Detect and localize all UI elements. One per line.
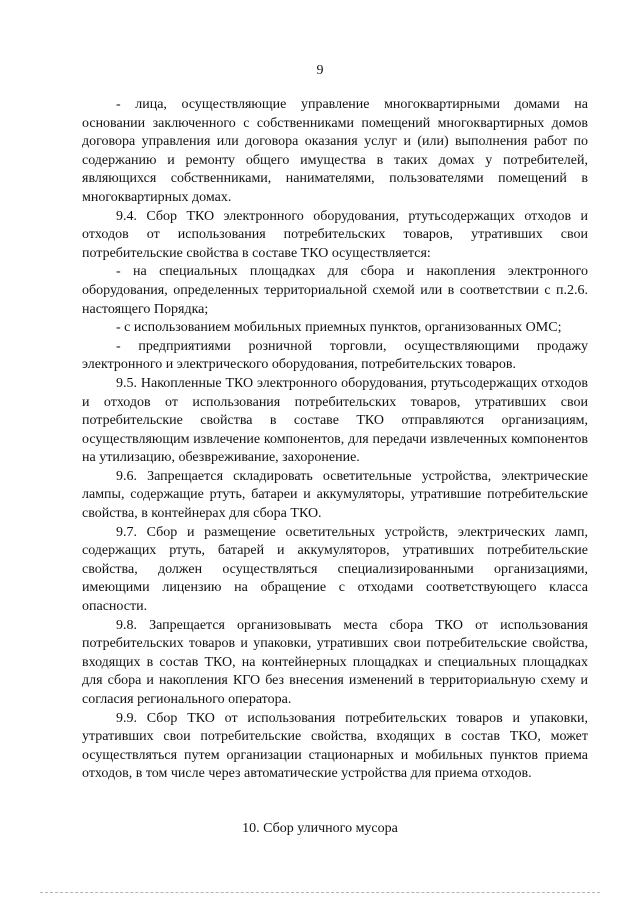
paragraph-9-4: 9.4. Сбор ТКО электронного оборудования, ртутьсодержащих отходов и отходов от использования потребительских товаров, утративших свои потребительские свойства в составе ТКО осуществляется: [82, 208, 588, 261]
document-body [82, 96, 588, 784]
paragraph-9-6: 9.6. Запрещается складировать осветительные устройства, электрические лампы, содержащие ртуть, батареи и аккумуляторы, утратившие потребительские свойства, в контейнерах для сбора ТКО. [82, 468, 588, 522]
paragraph-managers: - лица, осуществляющие управление многоквартирными домами на основании заключенного с собственниками помещений многоквартирных домов договора управления или договора оказания услуг и (или) выполнения работ по содержанию и ремонту общего имущества в таких домах у потребителей, являющихся собственниками, нанимателями, пользователями помещений в многоквартирных домах. [82, 97, 588, 205]
paragraph-special-sites: - на специальных площадках для сбора и накопления электронного оборудования, определенных территориальной схемой или в соответствии с п.2.6. настоящего Порядка; [82, 264, 588, 317]
paragraph-9-9: 9.9. Сбор ТКО от использования потребительских товаров и упаковки, утративших свои потребительские свойства, входящих в состав ТКО, может осуществляться путем организации стационарных и мобильных пунктов приема отходов, в том числе через автоматические устройства для приема отходов. [82, 710, 588, 782]
paragraph-9-7: 9.7. Сбор и размещение осветительных устройств, электрических ламп, содержащих ртуть, батарей и аккумуляторов, утративших потребительские свойства, должен осуществляться специализированными организациями, имеющими лицензию на обращение с отходами соответствующего класса опасности. [82, 524, 588, 615]
paragraph-9-5: 9.5. Накопленные ТКО электронного оборудования, ртутьсодержащих отходов и отходов от использования потребительских товаров, утративших свои потребительские свойства в составе ТКО отправляются организациям, осуществляющим извлечение компонентов, для передачи извлеченных компонентов на утилизацию, обезвреживание, захоронение. [82, 375, 588, 466]
paragraph-9-8: 9.8. Запрещается организовывать места сбора ТКО от использования потребительских товаров и упаковки, утративших свои потребительские свойства, входящих в состав ТКО, на контейнерных площадках и специальных площадках для сбора и накопления КГО без внесения изменений в территориальную схему и согласия регионального оператора. [82, 617, 588, 707]
page-bottom-divider [40, 892, 600, 893]
paragraph-mobile-points: - с использованием мобильных приемных пунктов, организованных ОМС; [116, 320, 562, 336]
page-number: 9 [316, 63, 324, 78]
paragraph-retail: - предприятиями розничной торговли, осуществляющими продажу электронного и электрического оборудования, потребительских товаров. [82, 338, 588, 373]
section-heading: 10. Сбор уличного мусора [242, 821, 398, 836]
